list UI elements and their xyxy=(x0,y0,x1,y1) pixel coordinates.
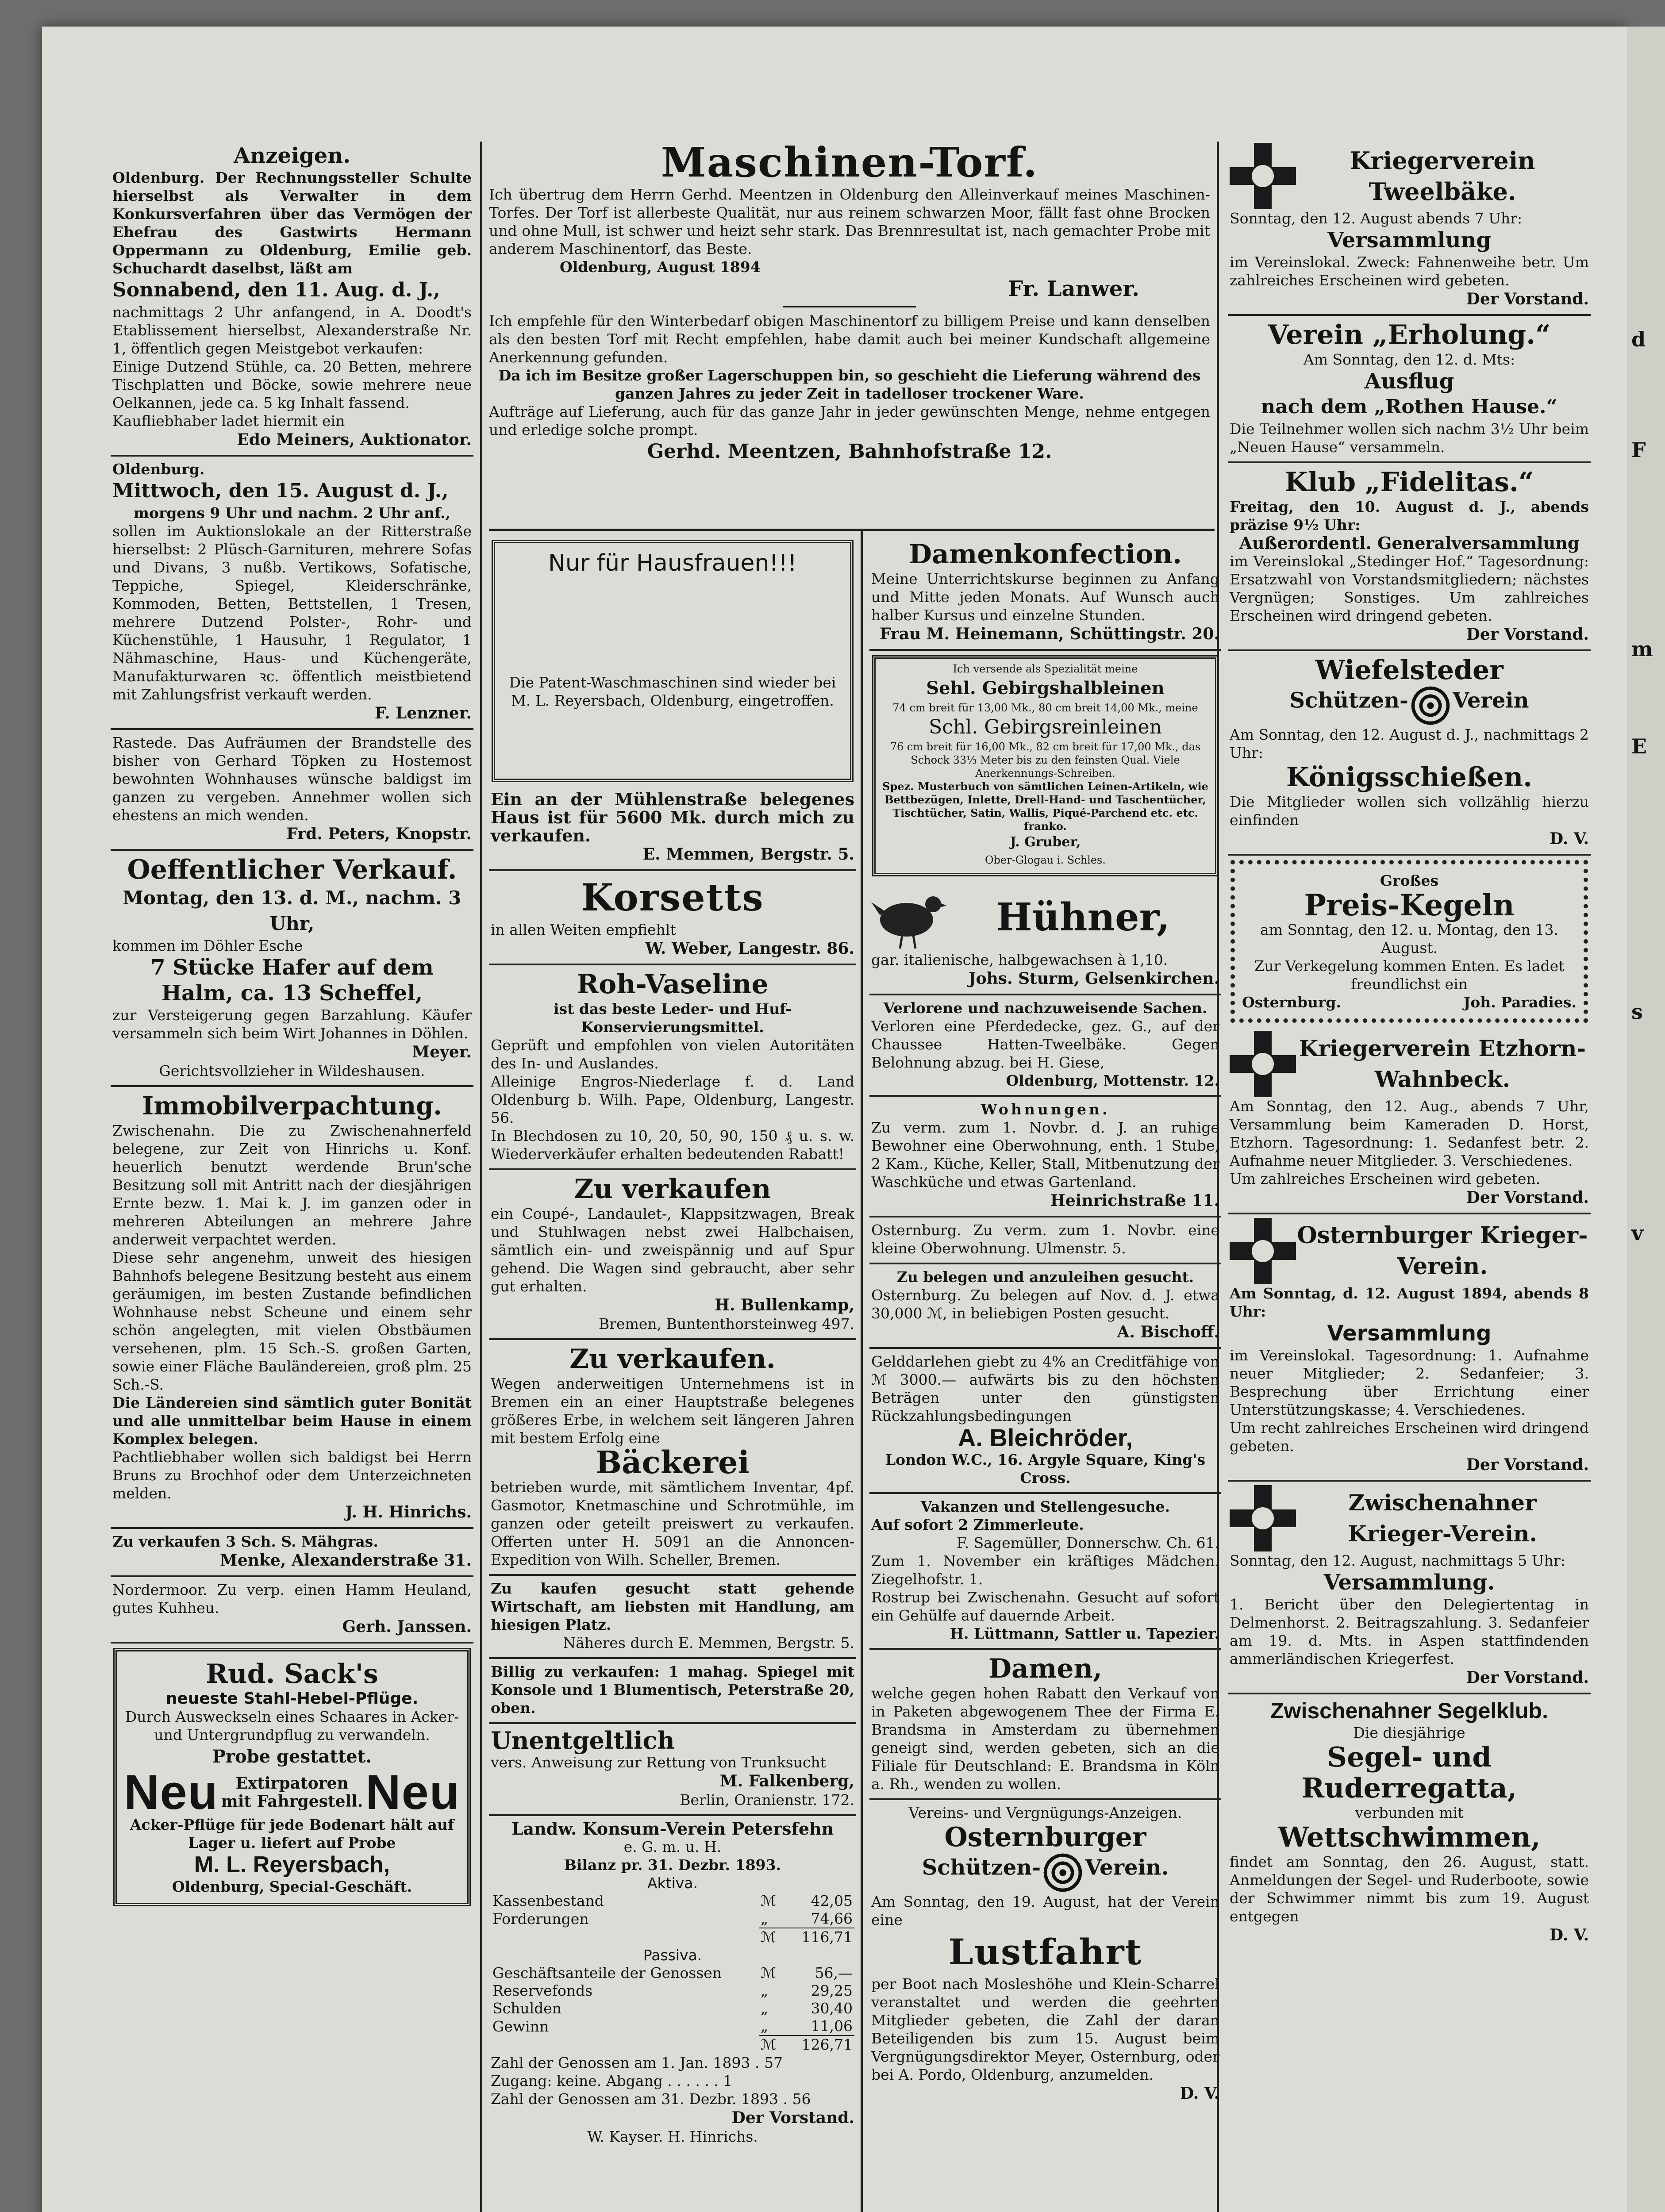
ad-segelklub xyxy=(1228,1694,1591,1950)
ad-firm-line: Oldenburg, Special-Geschäft. xyxy=(172,1878,412,1895)
ad-title: Nur für Hausfrauen!!! xyxy=(548,550,797,576)
ad-date: Sonntag, den 12. August abends 7 Uhr: xyxy=(1230,210,1523,227)
ad-title: Zu verkaufen. xyxy=(569,1344,776,1375)
ad-kriegerverein-tweelbaeke xyxy=(1228,139,1591,316)
edge-letter: E xyxy=(1631,734,1647,758)
ad-text: findet am Sonntag, den 26. August, statt. Anmeldungen der Segel- und Ruderboote, sowie der Schwimmer nimmt bis zum 19. August entgegen xyxy=(1230,1853,1589,1925)
ad-immobilverpachtung xyxy=(111,1087,473,1529)
ad-text: Aufträge auf Lieferung, auch für das ganze Jahr in jeder gewünschten Menge, nehme entgegen und erledige solche prompt. xyxy=(489,403,1210,438)
ad-preis-kegeln xyxy=(1230,860,1588,1023)
ad-spiegel xyxy=(489,1659,856,1724)
ad-title: Klub „Fidelitas.“ xyxy=(1284,467,1534,498)
ad-signature: E. Memmen, Bergstr. 5. xyxy=(642,845,854,864)
ad-text: Zahl der Genossen am 31. Dezbr. 1893 . 56 xyxy=(491,2090,811,2108)
ad-title: Kriegerverein Tweelbäke. xyxy=(1350,146,1535,206)
ad-text: Ich übertrug dem Herrn Gerhd. Meentzen in Oldenburg den Alleinverkauf meines Maschinen-Torfes. Der Torf ist allerbeste Qualität, nur aus reinem schwarzen Moor, fällt fast ohne Brocken und ohne Mull, ist schwer und heizt sehr stark. Das Brennresultat ist, nach gemachter Probe mit anderem Maschinentorf, das Beste. xyxy=(489,186,1210,257)
table-row: Kassenbestand ℳ 42,05 xyxy=(492,1892,853,1909)
ad-signature: Gerh. Janssen. xyxy=(342,1617,472,1636)
table-row: Gewinn „ 11,06 xyxy=(492,2017,853,2035)
table-row: Reservefonds „ 29,25 xyxy=(492,1982,853,1999)
table-row: ℳ 116,71 xyxy=(491,1928,854,1946)
balance-passiva-table xyxy=(491,1964,854,2054)
ad-text: betrieben wurde, mit sämtlichem Inventar, 4pf. Gasmotor, Knetmaschine und Schrotmühle, im ganzen oder geteilt preiswert zu verkaufen. Offerten unter H. 5091 an die Annoncen-Expedition von Wilh. Scheller, Bremen. xyxy=(491,1479,854,1568)
ad-wiefelsteder-schuetzen xyxy=(1228,651,1591,856)
ad-text: Gelddarlehen giebt zu 4% an Creditfähige von ℳ 3000.— aufwärts bis zu den höchsten Beträgen unter den günstigsten Rückzahlungsbedingungen xyxy=(871,1353,1219,1425)
ad-text: Nordermoor. Zu verp. einen Hamm Heuland, gutes Kuhheu. xyxy=(112,1581,472,1617)
ad-firm: M. L. Reyersbach, xyxy=(194,1852,390,1878)
ad-signature: J. H. Hinrichs. xyxy=(345,1503,472,1521)
ad-headline: Versammlung. xyxy=(1323,1570,1495,1595)
ad-text: Kaufliebhaber ladet hiermit ein xyxy=(112,412,345,430)
ad-signature: Joh. Paradies. xyxy=(1463,994,1577,1011)
ad-headline: Bäckerei xyxy=(595,1444,750,1481)
ad-text: Einige Dutzend Stühle, ca. 20 Betten, mehrere Tischplatten und Böcke, sowie mehrere neue Oelkannen, jede ca. 5 kg Inhalt fassend. xyxy=(112,358,472,411)
ad-text: im Vereinslokal. Tagesordnung: 1. Aufnahme neuer Mitglieder; 2. Sedanfeier; 3. Besprechung über Errichtung einer Unterstützungskasse; 4. Verschiedenes. xyxy=(1230,1347,1589,1418)
ad-signature: Der Vorstand. xyxy=(1466,290,1589,308)
ad-text: Ein an der Mühlenstraße belegenes Haus ist für 5600 Mk. durch mich zu verkaufen. xyxy=(491,789,854,845)
ad-kriegerverein-etzhorn xyxy=(1228,1027,1591,1214)
ad-zu-belegen xyxy=(869,1264,1221,1349)
ad-date: Mittwoch, den 15. August d. J., xyxy=(112,480,449,502)
ad-signature: F. Sagemüller, Donnerschw. Ch. 61. xyxy=(956,1534,1219,1551)
ad-hausfrauen xyxy=(492,540,854,782)
ad-osternburg-wohnung xyxy=(869,1217,1221,1264)
ad-signature: Heinrichstraße 11. xyxy=(1050,1191,1219,1210)
table-row: Forderungen „ 74,66 xyxy=(492,1910,853,1928)
ad-korsetts xyxy=(489,871,856,965)
ad-text: Die Ländereien sind sämtlich guter Bonität und alle unmittelbar beim Hause in einem Komplex belegen. xyxy=(112,1394,472,1448)
ad-title: Zu verkaufen xyxy=(574,1174,771,1205)
edge-letter: m xyxy=(1631,637,1653,661)
ad-text: Zu verm. zum 1. Novbr. d. J. an ruhige Bewohner eine Oberwohnung, enth. 1 Stube, 2 Kam., Küche, Keller, Stall, Mitbenutzung der Waschküche und etwas Gartenland. xyxy=(871,1119,1219,1190)
ad-title: Roh-Vaseline xyxy=(577,969,769,1000)
ad-signature: Der Vorstand. xyxy=(1466,625,1589,644)
ad-text: Am Sonntag, den 19. August, hat der Verein eine xyxy=(871,1893,1219,1928)
ad-signature: Menke, Alexanderstraße 31. xyxy=(220,1551,472,1570)
ad-konsum-verein xyxy=(489,1816,856,2151)
ad-verein-erholung xyxy=(1228,316,1591,463)
ad-headline: Segel- und Ruderregatta, xyxy=(1301,1741,1517,1804)
ad-neu-row xyxy=(124,1765,460,1820)
ad-date: Am Sonntag, d. 12. August 1894, abends 8 Uhr: xyxy=(1230,1285,1589,1320)
ad-nordermoor xyxy=(111,1577,473,1644)
ad-text: Diese sehr angenehm, unweit des hiesigen Bahnhofs belegene Besitzung besteht aus einem geräumigen, im besten Zustande befindlichen Wohnhause nebst Scheune und einem sehr schön angelegten, mit vielen Obstbäumen versehenen, plm. 15 Sch.-S. großen Garten, sowie einer Fläche Bauländereien, groß plm. 25 Sch.-S. xyxy=(112,1249,472,1393)
ad-roh-vaseline xyxy=(489,965,856,1170)
ad-headline: Sehl. Gebirgshalbleinen xyxy=(926,678,1165,699)
column-1 xyxy=(111,139,473,2212)
ad-text: Spez. Musterbuch von sämtlichen Leinen-Artikeln, wie Bettbezügen, Inlette, Drell-Hand- und Taschentücher, Tischtücher, Satin, Wallis, Piqué-Parchend etc. etc. franko. xyxy=(882,780,1208,833)
ad-title: Hühner, xyxy=(996,895,1170,940)
ad-text: Zur Verkegelung kommen Enten. Es ladet freundlichst ein xyxy=(1254,957,1565,993)
column-rule xyxy=(480,142,482,2212)
ad-title: Osternburger xyxy=(944,1822,1146,1853)
ad-title: Immobilverpachtung. xyxy=(142,1091,442,1121)
ad-text: Die diesjährige xyxy=(1353,1724,1465,1741)
ad-title: Damenkonfection. xyxy=(909,539,1182,570)
iron-cross-icon xyxy=(1230,1485,1296,1551)
ad-signature: F. Lenzner. xyxy=(374,704,472,722)
ad-signature: D. V. xyxy=(1180,2084,1219,2103)
ad-wohnungen xyxy=(869,1097,1221,1217)
ad-signature: H. Lüttmann, Sattler u. Tapezier. xyxy=(950,1625,1219,1642)
ad-text: Die Patent-Waschmaschinen sind wieder bei M. L. Reyersbach, Oldenburg, eingetroffen. xyxy=(509,674,836,709)
iron-cross-icon xyxy=(1230,143,1296,209)
ad-title: Zwischenahner Segelklub. xyxy=(1270,1698,1548,1723)
ad-date: Am Sonntag, den 12. August d. J., nachmittags 2 Uhr: xyxy=(1230,726,1589,761)
ad-signature-line: Gerichtsvollzieher in Wildeshausen. xyxy=(159,1062,425,1079)
section-title: Wohnungen. xyxy=(981,1101,1110,1118)
ad-signature: Näheres durch E. Memmen, Bergstr. 5. xyxy=(563,1634,854,1651)
ad-title: Rud. Sack's xyxy=(206,1659,378,1690)
ad-text: Ich empfehle für den Winterbedarf obigen Maschinentorf zu billigem Preise und kann denselben als den besten Torf mit Recht empfehlen, habe damit auch bei meiner Kundschaft allgemeine Anerkennung gefunden. xyxy=(489,312,1210,366)
ad-text: kommen im Döhler Esche xyxy=(112,937,303,954)
ad-baeckerei xyxy=(489,1340,856,1576)
ad-subtitle: neueste Stahl-Hebel-Pflüge. xyxy=(165,1690,419,1708)
ad-klub-fidelitas xyxy=(1228,463,1591,651)
ad-text: Oldenburg. Der Rechnungssteller Schulte hierselbst als Verwalter in dem Konkursverfahren über das Vermögen der Ehefrau des Gastwirts Hermann Oppermann zu Oldenburg, Emilie geb. Schuchardt daselbst, läßt am xyxy=(112,169,472,277)
ad-signature-line: Berlin, Oranienstr. 172. xyxy=(680,1791,854,1809)
ad-osternburger-schuetzen xyxy=(869,1800,1221,2108)
ad-title: Unentgeltlich xyxy=(491,1726,675,1755)
ad-text: zur Versteigerung gegen Barzahlung. Käufer versammeln sich beim Wirt Johannes in Döhlen. xyxy=(112,1006,472,1042)
ad-headline: Lustfahrt xyxy=(948,1931,1142,1973)
ad-text: verbunden mit xyxy=(1355,1804,1464,1821)
maschinen-torf-block xyxy=(489,139,1210,529)
ad-signature-line: W. Kayser. H. Hinrichs. xyxy=(587,2128,758,2145)
ad-unentgeltlich xyxy=(489,1724,856,1816)
ad-signature: Der Vorstand. xyxy=(731,2108,854,2127)
ad-damen xyxy=(869,1650,1221,1800)
hen-icon xyxy=(871,884,946,951)
balance-aktiva-table xyxy=(491,1892,854,1946)
ad-text: 76 cm breit für 16,00 Mk., 82 cm breit für 17,00 Mk., das Schock 33⅓ Meter bis zu den feinsten Qual. Viele Anerkennungs-Schreiben. xyxy=(890,741,1201,780)
ad-date: am Sonntag, den 12. u. Montag, den 13. August. xyxy=(1260,921,1558,956)
ad-date: Sonnabend, den 11. Aug. d. J., xyxy=(112,279,440,301)
neu-label: Neu xyxy=(124,1765,219,1820)
ad-headline: Probe gestattet. xyxy=(212,1746,372,1767)
ad-wagen xyxy=(489,1170,856,1340)
ad-text: ein Coupé-, Landaulet-, Klappsitzwagen, Break und Stuhlwagen nebst zwei Halbchaisen, sämtlich ein- und zweispännig und auf Spur gehend. Die Wagen sind gebraucht, aber sehr gut erhalten. xyxy=(491,1205,854,1295)
ad-oeffentlicher-verkauf xyxy=(111,851,473,1087)
ad-title: Landw. Konsum-Verein Petersfehn xyxy=(511,1819,834,1839)
ad-text: Am Sonntag, den 12. Aug., abends 7 Uhr, Versammlung beim Kameraden D. Horst, Etzhorn. Tagesordnung: 1. Sedanfest betr. 2. Aufnahme neuer Mitglieder. 3. Verschiedenes. xyxy=(1230,1098,1589,1169)
target-icon xyxy=(1411,686,1450,726)
iron-cross-icon xyxy=(1230,1218,1296,1284)
ad-signature: Gerhd. Meentzen, Bahnhofstraße 12. xyxy=(647,440,1052,463)
ad-rastede xyxy=(111,730,473,851)
ad-text: 74 cm breit für 13,00 Mk., 80 cm breit 14,00 Mk., meine xyxy=(892,702,1198,714)
ad-title-right: Verein. xyxy=(1085,1855,1169,1880)
ad-text: Am Sonntag, den 12. d. Mts: xyxy=(1303,351,1515,368)
ad-signature: A. Bischoff. xyxy=(1117,1323,1219,1341)
ad-title-right: Verein xyxy=(1453,688,1529,713)
ad-verloren xyxy=(869,995,1221,1097)
ad-text: Die Teilnehmer wollen sich nachm 3½ Uhr beim „Neuen Hause“ versammeln. xyxy=(1230,420,1589,456)
ad-rud-sack xyxy=(113,1648,471,1906)
ad-text: Acker-Pflüge für jede Bodenart hält auf Lager u. liefert auf Probe xyxy=(130,1816,454,1851)
ad-date: Freitag, den 10. August d. J., abends präzise 9½ Uhr: xyxy=(1230,498,1589,534)
ad-text: Ich versende als Spezialität meine xyxy=(953,663,1138,675)
ad-huehner xyxy=(869,881,1221,995)
ad-subtitle: e. G. m. u. H. xyxy=(623,1838,722,1855)
ad-headline: Außerordentl. Generalversammlung xyxy=(1239,533,1580,553)
ad-text: Um recht zahlreiches Erscheinen wird dringend gebeten. xyxy=(1230,1419,1589,1455)
ad-text: nachmittags 2 Uhr anfangend, in A. Doodt's Etablissement hierselbst, Alexanderstraße Nr. 1, öffentlich gegen Meistgebot verkaufen: xyxy=(112,303,472,357)
ad-text: 1. Bericht über den Delegiertentag in Delmenhorst. 2. Beitragszahlung. 3. Sedanfeier am 19. d. Mts. in Aspen stattfindenden ammerländischen Kriegerfest. xyxy=(1230,1596,1589,1667)
ad-text: Pachtliebhaber wollen sich baldigst bei Herrn Bruns zu Brochhof oder dem Unterzeichneten melden. xyxy=(112,1448,472,1502)
ad-text: Zu verkaufen 3 Sch. S. Mähgras. xyxy=(112,1533,378,1550)
column-rule xyxy=(861,531,863,2212)
ad-place: Osternburg. xyxy=(1242,994,1341,1011)
ad-vakanzen xyxy=(869,1494,1221,1650)
divider xyxy=(783,306,916,307)
ad-text: Rostrup bei Zwischenahn. Gesucht auf sofort ein Gehülfe auf dauernde Arbeit. xyxy=(871,1589,1219,1624)
ad-text: Da ich im Besitze großer Lagerschuppen bin, so geschieht die Lieferung während des ganzen Jahres zu jeder Zeit in tadelloser trockener Ware. xyxy=(498,367,1201,402)
ad-text: Osternburg. Zu verm. zum 1. Novbr. eine kleine Oberwohnung. Ulmenstr. 5. xyxy=(871,1221,1219,1257)
section-title: Anzeigen. xyxy=(234,143,350,168)
iron-cross-icon xyxy=(1230,1031,1296,1097)
ad-text: Alleinige Engros-Niederlage f. d. Land Oldenburg b. Wilh. Pape, Oldenburg, Langestr. 56. xyxy=(491,1073,854,1126)
ad-signature: H. Bullenkamp, xyxy=(714,1296,854,1314)
ad-text: Um zahlreiches Erscheinen wird gebeten. xyxy=(1230,1170,1541,1187)
ad-auction-oppermann xyxy=(111,139,473,457)
ad-text: Billig zu verkaufen: 1 mahag. Spiegel mit Konsole und 1 Blumentisch, Peterstraße 20, oben. xyxy=(491,1663,854,1717)
ad-signature: Fr. Lanwer. xyxy=(1008,276,1139,301)
ad-gebirgsleinen xyxy=(872,655,1219,876)
ad-signature: J. Gruber, xyxy=(1010,834,1081,850)
section-title: Vakanzen und Stellengesuche. xyxy=(920,1498,1170,1515)
ad-text: Durch Ausweckseln eines Schaares in Acker- und Untergrundpflug zu verwandeln. xyxy=(125,1708,459,1743)
ad-text: per Boot nach Mosleshöhe und Klein-Scharrel veranstaltet und werden die geehrten Mitglieder gebeten, die Zahl der daran Beteiligenden bis zum 15. August beim Vergnügungsdirektor Meyer, Osternburg, oder bei A. Pordo, Oldenburg, anzumelden. xyxy=(871,1975,1219,2083)
ad-title-left: Schützen- xyxy=(922,1855,1041,1880)
ad-signature: Johs. Sturm, Gelsenkirchen. xyxy=(968,969,1219,988)
ad-title: Oeffentlicher Verkauf. xyxy=(127,854,457,885)
ad-text: Zu kaufen gesucht statt gehende Wirtschaft, am liebsten mit Handlung, am hiesigen Platz. xyxy=(491,1580,854,1633)
ad-text: vers. Anweisung zur Rettung von Trunksucht xyxy=(491,1754,826,1771)
table-row: Geschäftsanteile der Genossen ℳ 56,— xyxy=(492,1964,853,1982)
ad-signature: W. Weber, Langestr. 86. xyxy=(645,939,854,958)
ad-headline: Versammlung xyxy=(1327,1321,1492,1346)
ad-headline: Königsschießen. xyxy=(1286,762,1533,793)
ad-auction-lenzner xyxy=(111,457,473,730)
target-icon xyxy=(1043,1853,1083,1893)
ad-text: in allen Weiten empfiehlt xyxy=(491,921,676,938)
ad-title: Preis-Kegeln xyxy=(1304,888,1515,922)
ad-haus-muehlenstrasse xyxy=(489,787,856,871)
ad-maehgras xyxy=(111,1529,473,1577)
ad-headline: Wettschwimmen, xyxy=(1278,1821,1541,1853)
ad-text: sollen im Auktionslokale an der Ritterstraße hierselbst: 2 Plüsch-Garnituren, mehrere Sofas und Divans, 3 nußb. Vertikows, Sofatische, Teppiche, Spiegel, Kleiderschränke, Kommoden, Betten, Bettstellen, 1 Tresen, mehrere Dutzend Polster-, Rohr- und Küchenstühle, 1 Hausuhr, 1 Regulator, 1 Nähmaschine, Haus- und Küchengeräte, Manufakturwaren ꝛc. öffentlich meistbietend mit Zahlungsfrist verkauft werden. xyxy=(112,522,472,703)
ad-signature-line: Ober-Glogau i. Schles. xyxy=(985,854,1106,866)
ad-firm: A. Bleichröder, xyxy=(957,1424,1133,1452)
ad-title: Verein „Erholung.“ xyxy=(1268,319,1551,350)
ad-title: Wiefelsteder xyxy=(1315,655,1503,686)
ad-title: Osternburger Krieger-Verein. xyxy=(1297,1222,1588,1280)
ad-signature: Frd. Peters, Knopstr. xyxy=(286,825,472,843)
ad-text: gar. italienische, halbgewachsen à 1,10. xyxy=(871,951,1168,968)
edge-letter: v xyxy=(1631,1221,1643,1245)
ad-zwischenahner-kriegerverein xyxy=(1228,1482,1591,1694)
ad-title: Korsetts xyxy=(581,876,764,919)
ad-bleichroeder xyxy=(869,1349,1221,1494)
ad-signature: D. V. xyxy=(1549,1926,1589,1944)
ad-signature: D. V. xyxy=(1549,830,1589,848)
ad-damenkonfection xyxy=(869,535,1221,651)
ad-signature-line: Bremen, Buntenthorsteinweg 497. xyxy=(599,1315,854,1333)
edge-letter: F xyxy=(1631,438,1646,462)
ad-time: morgens 9 Uhr und nachm. 2 Uhr anf., xyxy=(134,504,450,522)
ad-text: im Vereinslokal „Stedinger Hof.“ Tagesordnung: Ersatzwahl von Vorstandsmitgliedern; nächstes Vergnügen; Sonstiges. Um zahlreiches Erscheinen wird dringend gebeten. xyxy=(1230,553,1589,624)
ad-headline: 7 Stücke Hafer auf dem Halm, ca. 13 Scheffel, xyxy=(150,955,434,1006)
ad-title: Damen, xyxy=(988,1653,1103,1684)
section-title: Verlorene und nachzuweisende Sachen. xyxy=(883,999,1207,1017)
ad-text: Zugang: keine. Abgang . . . . . . 1 xyxy=(491,2072,733,2089)
ad-place: Oldenburg, August 1894 xyxy=(560,258,761,276)
ad-text: welche gegen hohen Rabatt den Verkauf von in Paketen abgewogenem Thee der Firma E. Brandsma in Amsterdam zu übernehmen geneigt sind, werden gebeten, sich an die Filiale für Deutschland: E. Brandsma in Köln a. Rh., wenden zu wollen. xyxy=(871,1685,1219,1793)
ad-text: Geprüft und empfohlen von vielen Autoritäten des In- und Auslandes. xyxy=(491,1037,854,1072)
column-3 xyxy=(869,535,1221,2212)
ad-date: Sonntag, den 12. August, nachmittags 5 Uhr: xyxy=(1230,1552,1565,1569)
ad-headline: Ausflug xyxy=(1364,369,1454,394)
ad-signature: Der Vorstand. xyxy=(1466,1668,1589,1687)
ad-headline: nach dem „Rothen Hause.“ xyxy=(1261,396,1557,418)
section-title: Zu belegen und anzuleihen gesucht. xyxy=(896,1268,1194,1286)
ad-text: In Blechdosen zu 10, 20, 50, 90, 150 ₰ u. s. w. Wiederverkäufer erhalten bedeutenden Rabatt! xyxy=(491,1127,854,1163)
ad-text: Auf sofort 2 Zimmerleute. xyxy=(871,1516,1084,1533)
ad-signature: Frau M. Heinemann, Schüttingstr. 20. xyxy=(879,625,1219,643)
ad-subtitle: ist das beste Leder- und Huf-Konservierungsmittel. xyxy=(553,1000,792,1036)
ad-text: Wegen anderweitigen Unternehmens ist in Bremen ein an einer Hauptstraße belegenes größeres Erbe, in welchem seit längeren Jahren mit bestem Erfolg eine xyxy=(491,1375,854,1447)
ad-text: Zum 1. November ein kräftiges Mädchen. Ziegelhofstr. 1. xyxy=(871,1552,1219,1588)
ad-signature: Oldenburg, Mottenstr. 12. xyxy=(1006,1072,1219,1089)
ad-title: Zwischenahner Krieger-Verein. xyxy=(1348,1490,1537,1547)
ad-title: Kriegerverein Etzhorn-Wahnbeck. xyxy=(1299,1035,1586,1092)
ad-text: Extirpatoren mit Fahrgestell. xyxy=(221,1774,363,1811)
ad-wirtschaft xyxy=(489,1576,856,1659)
ad-text: Verloren eine Pferdedecke, gez. G., auf der Chaussee Hatten-Tweelbäke. Gegen Belohnung abzug. bei H. Giese, xyxy=(871,1018,1219,1071)
ad-headline: Schl. Gebirgsreinleinen xyxy=(929,716,1162,738)
ad-text: Osternburg. Zu belegen auf Nov. d. J. etwa 30,000 ℳ, in beliebigen Posten gesucht. xyxy=(871,1286,1219,1322)
balance-heading: Bilanz pr. 31. Dezbr. 1893. xyxy=(564,1856,781,1874)
balance-passiva-label: Passiva. xyxy=(643,1947,702,1964)
ad-signature: Der Vorstand. xyxy=(1466,1188,1589,1207)
ad-signature: Der Vorstand. xyxy=(1466,1455,1589,1474)
ad-text: Zahl der Genossen am 1. Jan. 1893 . 57 xyxy=(491,2054,783,2071)
ad-date: Montag, den 13. d. M., nachm. 3 Uhr, xyxy=(123,887,461,934)
ad-small-title: Großes xyxy=(1380,872,1439,889)
ad-place: Oldenburg. xyxy=(112,461,205,478)
adjacent-page-edge xyxy=(1627,27,1665,2212)
ad-title: Maschinen-Torf. xyxy=(661,139,1038,186)
ad-text: Die Mitglieder wollen sich vollzählig hierzu einfinden xyxy=(1230,793,1589,829)
ad-text: Zwischenahn. Die zu Zwischenahnerfeld belegene, zur Zeit von Hinrichs u. Konf. heuerlich benutzt werdende Brun'sche Besitzung soll mit Antritt nach der diesjährigen Ernte bezw. 1. Mai k. J. im ganzen oder in mehreren Abteilungen an mehrere Jahre anderweit verpachtet werden. xyxy=(112,1122,472,1248)
column-2 xyxy=(489,535,856,2212)
ad-signature: Meyer. xyxy=(412,1043,472,1061)
ad-text: Meine Unterrichtskurse beginnen zu Anfang und Mitte jeden Monats. Auf Wunsch auch halber Kursus und einzelne Stunden. xyxy=(871,570,1219,624)
ad-text: im Vereinslokal. Zweck: Fahnenweihe betr. Um zahlreiches Erscheinen wird gebeten. xyxy=(1230,253,1589,289)
ad-text: Rastede. Das Aufräumen der Brandstelle des bisher von Gerhard Töpken zu Hostemost bewohnten Wohnhauses wünsche baldigst im ganzen zu vergeben. Annehmer wollen sich ehestens an mich wenden. xyxy=(112,734,472,824)
column-rule xyxy=(489,529,1215,531)
ad-headline: Versammlung xyxy=(1327,228,1491,253)
neu-label: Neu xyxy=(365,1765,460,1820)
ad-osternburger-kriegerverein xyxy=(1228,1214,1591,1482)
ad-signature: M. Falkenberg, xyxy=(719,1772,854,1790)
ad-title-left: Schützen- xyxy=(1289,688,1408,713)
balance-aktiva-label: Aktiva. xyxy=(647,1874,698,1892)
table-row: ℳ 126,71 xyxy=(491,2035,854,2054)
section-title: Vereins- und Vergnügungs-Anzeigen. xyxy=(908,1804,1182,1821)
edge-letter: s xyxy=(1631,1000,1643,1024)
ad-address: London W.C., 16. Argyle Square, King's Cross. xyxy=(885,1451,1206,1486)
edge-letter: d xyxy=(1631,327,1646,351)
table-row: Schulden „ 30,40 xyxy=(492,2000,853,2017)
column-4 xyxy=(1228,139,1591,2212)
ad-signature: Edo Meiners, Auktionator. xyxy=(237,430,472,449)
